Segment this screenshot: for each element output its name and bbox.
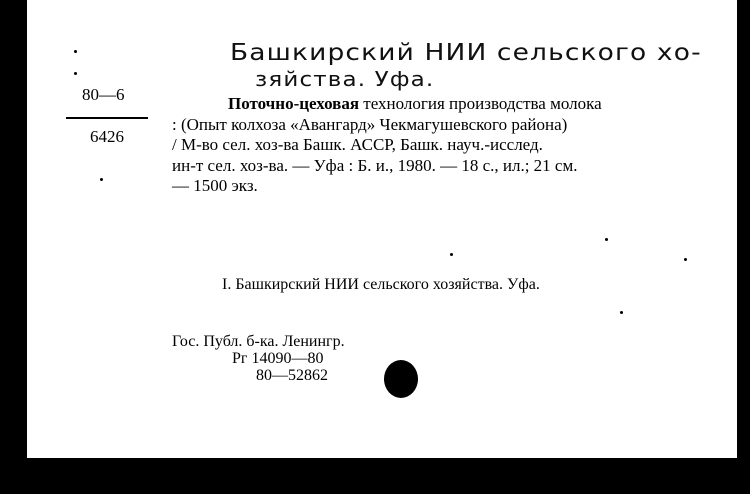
speck: [74, 50, 77, 53]
call-number-top: 80—6: [82, 85, 125, 104]
entry-title-rest: технология производства молока: [359, 94, 602, 113]
scan-border-bottom: [0, 458, 750, 494]
holding-library-note: [172, 333, 345, 384]
punch-hole: [384, 360, 418, 398]
speck: [620, 311, 623, 314]
bibliographic-entry: [172, 94, 727, 197]
entry-line-2: : (Опыт колхоза «Авангард» Чекмагушевского района): [172, 114, 568, 134]
speck: [684, 258, 687, 261]
call-number-bottom: 6426: [90, 127, 124, 146]
entry-title-bold: Поточно-цеховая: [228, 94, 360, 113]
entry-line-5: — 1500 экз.: [172, 176, 258, 195]
speck: [100, 178, 103, 181]
entry-line-1: [172, 94, 727, 115]
call-number-divider: [66, 117, 148, 119]
speck: [450, 253, 453, 256]
scan-border-right: [737, 0, 750, 494]
handwritten-heading-line2: зяйства. Уфа.: [255, 67, 435, 91]
speck: [74, 72, 77, 75]
entry-line-3: / М-во сел. хоз-ва Башк. АССР, Башк. науч.-исслед.: [172, 135, 543, 154]
handwritten-heading-line1: Башкирский НИИ сельского хо-: [230, 40, 702, 66]
holding-line-3: 80—52862: [256, 367, 328, 384]
holding-line-2: Рг 14090—80: [232, 350, 324, 367]
holding-line-1: Гос. Публ. б-ка. Ленингр.: [172, 333, 345, 350]
speck: [605, 238, 608, 241]
tracing-entry: I. Башкирский НИИ сельского хозяйства. Уфа.: [222, 276, 540, 293]
entry-line-4: ин-т сел. хоз-ва. — Уфа : Б. и., 1980. — 18 с., ил.; 21 см.: [172, 155, 578, 175]
